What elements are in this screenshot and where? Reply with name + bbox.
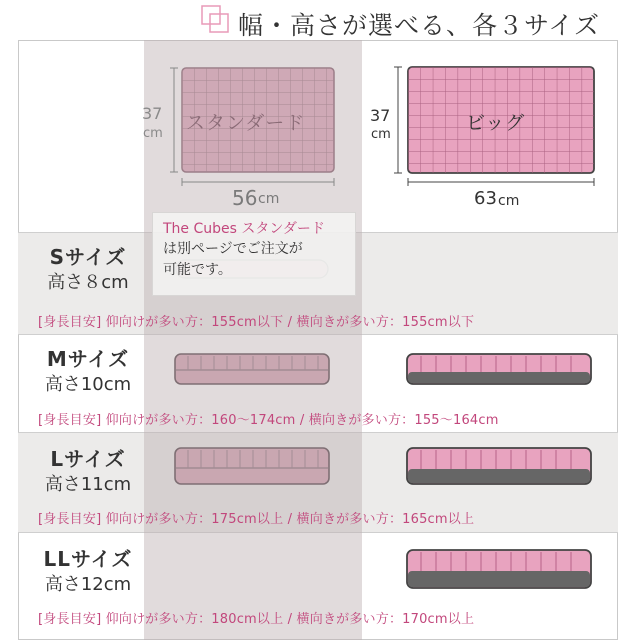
pad-side-standard-l [173,446,331,486]
height-guide-m: [身長目安] 仰向けが多い方：160〜174cm / 横向きが多い方：155〜164cm [38,413,499,428]
standard-width-unit: cm [258,191,280,207]
size-label-ll [28,546,148,597]
size-name: Sサイズ [49,245,127,269]
standard-width-value: 56 [232,186,258,210]
size-height: 高さ11cm [44,474,132,495]
pad-side-big-m [405,352,593,386]
standard-label: スタンダード [186,112,306,134]
big-height-value: 37 [370,106,391,125]
height-guide-l: [身長目安] 仰向けが多い方：175cm以上 / 横向きが多い方：165cm以上 [38,512,475,527]
header-square-icon [200,4,230,34]
pad-side-standard-m [173,352,331,386]
size-name: Lサイズ [50,447,126,471]
note-accent: The Cubes スタンダード [163,221,325,237]
page-title: 幅・高さが選べる、各３サイズ [238,11,601,40]
size-label-m [28,346,148,397]
height-guide-ll: [身長目安] 仰向けが多い方：180cm以上 / 横向きが多い方：170cm以上 [38,612,475,627]
big-width-value: 63 [474,188,497,209]
size-label-l [28,446,148,497]
note-line: 可能です。 [163,261,232,278]
standard-height-value: 37 [142,104,163,123]
big-label: ビッグ [466,112,526,134]
size-label-s [28,244,148,295]
size-height: 高さ10cm [44,374,132,395]
big-height-unit: cm [371,127,391,142]
size-name: Mサイズ [46,347,130,371]
note-line: は別ページでご注文が [163,241,303,258]
standard-height-unit: cm [143,126,163,141]
big-width-unit: cm [498,193,520,209]
height-guide-s: [身長目安] 仰向けが多い方：155cm以下 / 横向きが多い方：155cm以下 [38,315,475,330]
size-height: 高さ８cm [47,272,129,293]
pad-side-big-ll [405,548,593,590]
size-height: 高さ12cm [44,574,132,595]
standard-note [152,212,356,296]
size-name: LLサイズ [43,547,133,571]
pad-side-big-l [405,446,593,486]
